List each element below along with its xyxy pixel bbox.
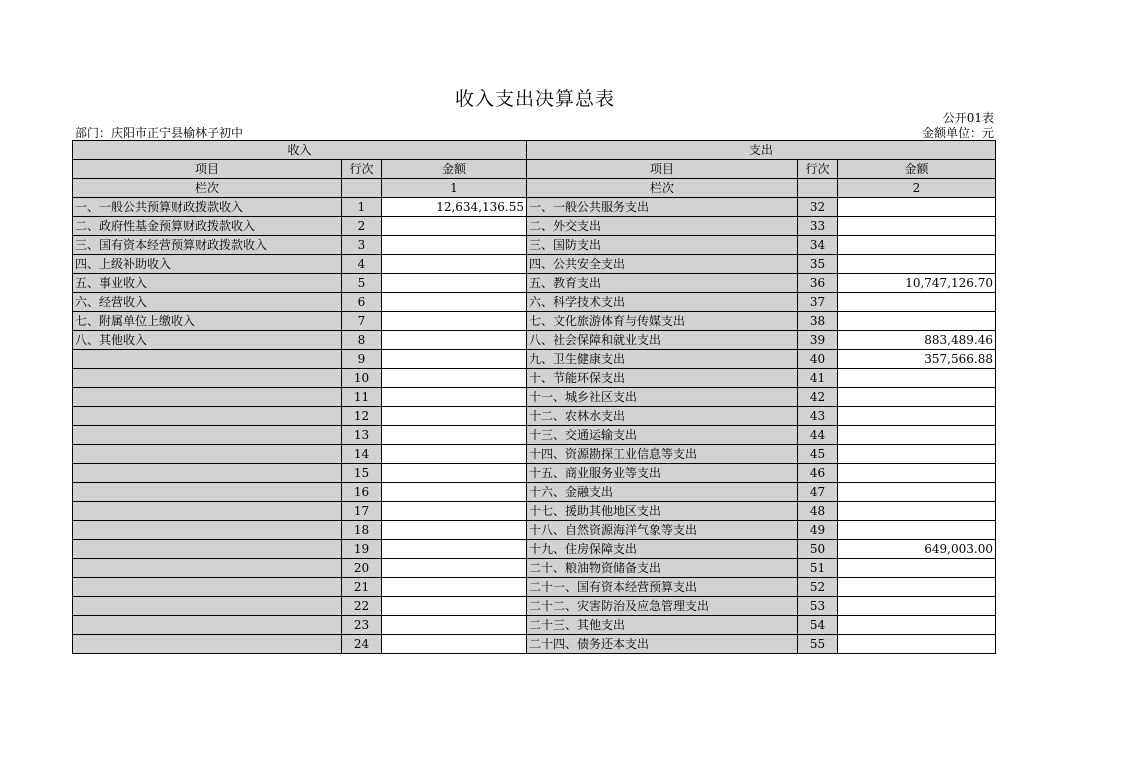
expense-item-cell: 十四、资源勘探工业信息等支出 [527,445,798,464]
table-row [73,540,996,559]
table-row [73,407,996,426]
table-row [73,578,996,597]
income-line-no-cell: 7 [342,312,382,331]
expense-amount-header: 金额 [838,160,996,179]
income-line-no-cell: 12 [342,407,382,426]
table-row [73,217,996,236]
expense-line-no-cell: 51 [798,559,838,578]
income-amount-cell [382,369,527,388]
income-amount-cell [382,331,527,350]
expense-line-no-cell: 44 [798,426,838,445]
expense-item-cell: 二十一、国有资本经营预算支出 [527,578,798,597]
income-item-cell: 六、经营收入 [73,293,342,312]
income-line-no-cell: 8 [342,331,382,350]
expense-amount-cell [838,426,996,445]
expense-amount-cell [838,312,996,331]
table-row [73,388,996,407]
income-line-no-cell: 17 [342,502,382,521]
amount-unit-label: 金额单位：元 [921,126,994,140]
income-amount-cell [382,445,527,464]
income-line-no-cell: 1 [342,198,382,217]
income-line-no-cell: 2 [342,217,382,236]
expense-item-cell: 十六、金融支出 [527,483,798,502]
income-line-no-cell: 24 [342,635,382,654]
income-amount-cell [382,635,527,654]
table-row [73,426,996,445]
income-line-no-cell: 13 [342,426,382,445]
expense-amount-cell: 10,747,126.70 [838,274,996,293]
expense-line-no-cell: 38 [798,312,838,331]
table-row [73,236,996,255]
income-item-cell [73,388,342,407]
income-section-header: 收入 [73,141,527,160]
income-item-cell [73,464,342,483]
expense-line-no-cell: 34 [798,236,838,255]
table-row [73,255,996,274]
table-row [73,597,996,616]
expense-amount-cell: 883,489.46 [838,331,996,350]
income-item-cell [73,540,342,559]
expense-line-no-cell: 54 [798,616,838,635]
expense-item-cell: 十三、交通运输支出 [527,426,798,445]
expense-line-no-cell: 43 [798,407,838,426]
expense-line-no-cell: 39 [798,331,838,350]
expense-amount-cell: 357,566.88 [838,350,996,369]
expense-item-cell: 四、公共安全支出 [527,255,798,274]
expense-amount-cell [838,407,996,426]
income-item-cell [73,559,342,578]
expense-item-cell: 一、一般公共服务支出 [527,198,798,217]
expense-line-no-cell: 32 [798,198,838,217]
income-item-cell [73,426,342,445]
expense-item-cell: 六、科学技术支出 [527,293,798,312]
income-expense-table [72,140,996,654]
income-amount-cell [382,464,527,483]
expense-amount-cell [838,635,996,654]
expense-line-no-cell: 53 [798,597,838,616]
expense-item-cell: 十二、农林水支出 [527,407,798,426]
expense-column-index-blank [798,179,838,198]
expense-amount-cell [838,369,996,388]
expense-amount-cell [838,578,996,597]
expense-line-no-cell: 55 [798,635,838,654]
income-item-cell: 五、事业收入 [73,274,342,293]
income-item-cell [73,578,342,597]
expense-line-no-header: 行次 [798,160,838,179]
expense-amount-cell [838,483,996,502]
expense-item-cell: 十、节能环保支出 [527,369,798,388]
table-row [73,502,996,521]
expense-line-no-cell: 36 [798,274,838,293]
income-item-cell [73,521,342,540]
expense-line-no-cell: 33 [798,217,838,236]
expense-amount-cell [838,559,996,578]
column-header-row [73,160,996,179]
income-line-no-cell: 16 [342,483,382,502]
income-line-no-cell: 20 [342,559,382,578]
income-amount-cell [382,578,527,597]
table-row [73,350,996,369]
table-row [73,312,996,331]
expense-amount-cell [838,198,996,217]
table-row [73,616,996,635]
table-row [73,331,996,350]
income-line-no-cell: 11 [342,388,382,407]
expense-line-no-cell: 40 [798,350,838,369]
expense-line-no-cell: 48 [798,502,838,521]
income-amount-cell [382,483,527,502]
income-item-cell: 一、一般公共预算财政拨款收入 [73,198,342,217]
income-line-no-cell: 6 [342,293,382,312]
expense-item-cell: 十一、城乡社区支出 [527,388,798,407]
income-item-cell [73,635,342,654]
income-item-cell [73,483,342,502]
income-item-cell [73,407,342,426]
income-amount-cell [382,407,527,426]
column-index-row [73,179,996,198]
expense-item-cell: 三、国防支出 [527,236,798,255]
income-amount-cell: 12,634,136.55 [382,198,527,217]
income-amount-cell [382,521,527,540]
table-row [73,483,996,502]
page-title: 收入支出决算总表 [454,88,615,110]
expense-column-label: 栏次 [527,179,798,198]
expense-item-cell: 二十、粮油物资储备支出 [527,559,798,578]
income-amount-cell [382,350,527,369]
income-item-cell [73,597,342,616]
expense-amount-cell [838,597,996,616]
section-header-row [73,141,996,160]
expense-item-cell: 七、文化旅游体育与传媒支出 [527,312,798,331]
income-item-header: 项目 [73,160,342,179]
income-item-cell: 八、其他收入 [73,331,342,350]
expense-line-no-cell: 45 [798,445,838,464]
expense-line-no-cell: 37 [798,293,838,312]
income-line-no-cell: 19 [342,540,382,559]
table-row [73,369,996,388]
table-row [73,293,996,312]
income-item-cell: 七、附属单位上缴收入 [73,312,342,331]
expense-item-cell: 十五、商业服务业等支出 [527,464,798,483]
income-line-no-cell: 4 [342,255,382,274]
expense-item-header: 项目 [527,160,798,179]
table-row [73,635,996,654]
income-amount-cell [382,255,527,274]
expense-item-cell: 十九、住房保障支出 [527,540,798,559]
expense-amount-cell: 649,003.00 [838,540,996,559]
income-amount-cell [382,312,527,331]
expense-amount-cell [838,445,996,464]
income-amount-cell [382,217,527,236]
income-amount-cell [382,388,527,407]
income-line-no-cell: 14 [342,445,382,464]
expense-line-no-cell: 50 [798,540,838,559]
expense-amount-cell [838,236,996,255]
income-item-cell [73,616,342,635]
expense-line-no-cell: 42 [798,388,838,407]
expense-item-cell: 二十二、灾害防治及应急管理支出 [527,597,798,616]
table-row [73,521,996,540]
income-line-no-cell: 22 [342,597,382,616]
expense-amount-cell [838,388,996,407]
expense-line-no-cell: 52 [798,578,838,597]
expense-item-cell: 九、卫生健康支出 [527,350,798,369]
expense-item-cell: 十八、自然资源海洋气象等支出 [527,521,798,540]
expense-item-cell: 二十四、债务还本支出 [527,635,798,654]
form-code: 公开01表 [942,111,994,125]
income-amount-cell [382,293,527,312]
income-amount-cell [382,559,527,578]
department-label: 部门：庆阳市正宁县榆林子初中 [75,126,244,140]
income-amount-cell [382,540,527,559]
income-item-cell [73,445,342,464]
expense-amount-cell [838,464,996,483]
expense-line-no-cell: 46 [798,464,838,483]
income-line-no-cell: 18 [342,521,382,540]
expense-item-cell: 八、社会保障和就业支出 [527,331,798,350]
table-row [73,464,996,483]
income-column-index: 1 [382,179,527,198]
expense-amount-cell [838,217,996,236]
expense-line-no-cell: 49 [798,521,838,540]
income-item-cell [73,350,342,369]
expense-line-no-cell: 47 [798,483,838,502]
expense-column-index: 2 [838,179,996,198]
table-body [73,198,996,654]
income-amount-cell [382,236,527,255]
income-column-index-blank [342,179,382,198]
income-amount-cell [382,597,527,616]
table-row [73,198,996,217]
expense-amount-cell [838,293,996,312]
income-column-label: 栏次 [73,179,342,198]
expense-item-cell: 五、教育支出 [527,274,798,293]
income-item-cell [73,502,342,521]
income-line-no-cell: 5 [342,274,382,293]
table-row [73,559,996,578]
income-line-no-cell: 9 [342,350,382,369]
income-item-cell: 三、国有资本经营预算财政拨款收入 [73,236,342,255]
expense-item-cell: 二、外交支出 [527,217,798,236]
income-amount-cell [382,274,527,293]
expense-section-header: 支出 [527,141,996,160]
table-row [73,274,996,293]
income-line-no-cell: 21 [342,578,382,597]
income-item-cell [73,369,342,388]
income-amount-cell [382,616,527,635]
income-item-cell: 四、上级补助收入 [73,255,342,274]
expense-amount-cell [838,616,996,635]
expense-amount-cell [838,521,996,540]
expense-amount-cell [838,502,996,521]
income-item-cell: 二、政府性基金预算财政拨款收入 [73,217,342,236]
expense-line-no-cell: 35 [798,255,838,274]
income-line-no-cell: 3 [342,236,382,255]
income-line-no-cell: 10 [342,369,382,388]
income-line-no-cell: 15 [342,464,382,483]
expense-line-no-cell: 41 [798,369,838,388]
income-amount-header: 金额 [382,160,527,179]
expense-item-cell: 二十三、其他支出 [527,616,798,635]
income-amount-cell [382,426,527,445]
expense-amount-cell [838,255,996,274]
income-line-no-header: 行次 [342,160,382,179]
expense-item-cell: 十七、援助其他地区支出 [527,502,798,521]
income-line-no-cell: 23 [342,616,382,635]
income-amount-cell [382,502,527,521]
table-row [73,445,996,464]
